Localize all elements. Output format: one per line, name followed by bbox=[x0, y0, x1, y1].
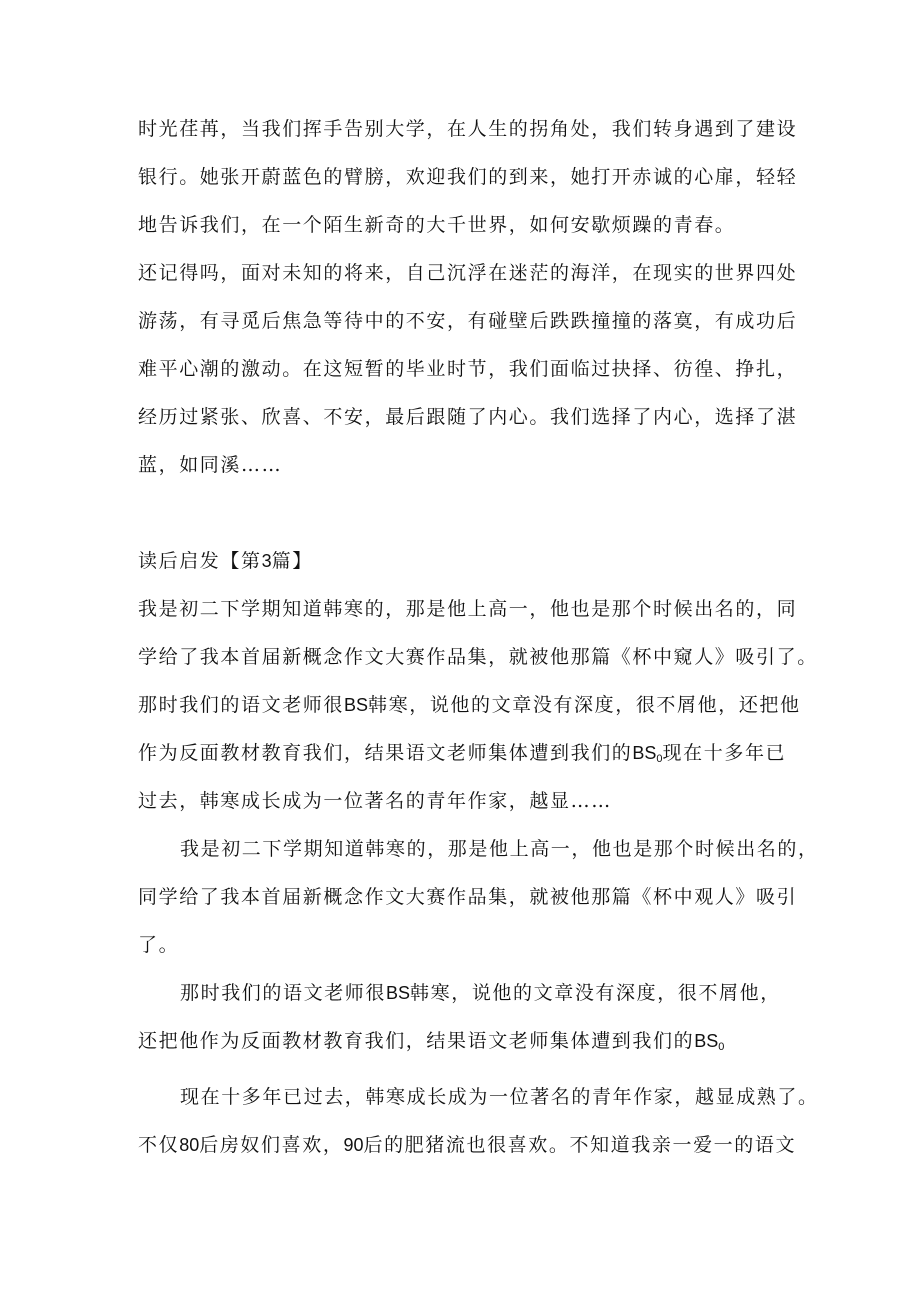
section-heading-prefix: 读后启发【第 bbox=[138, 550, 262, 572]
p2-line-2-subscript: 0 bbox=[718, 1041, 725, 1053]
summary-line-1: 我是初二下学期知道韩寒的，那是他上高一，他也是那个时候出名的，同 bbox=[138, 598, 798, 620]
summary-line-3 bbox=[138, 693, 801, 717]
p3-line-2-number-80: 80 bbox=[179, 1135, 200, 1155]
p2-line-1-end: 韩寒，说他的文章没有深度，很不屑他， bbox=[410, 982, 781, 1004]
p2-line-2-bs: BS bbox=[694, 1031, 719, 1051]
intro-line-4: 还记得吗，面对未知的将来，自己沉浮在迷茫的海洋，在现实的世界四处 bbox=[138, 262, 798, 284]
summary-line-3-bs: BS bbox=[344, 695, 369, 715]
summary-line-4-start: 作为反面教材教育我们，结果语文老师集体遭到我们的 bbox=[138, 742, 633, 764]
p2-line-1-start: 那时我们的语文老师很 bbox=[180, 982, 387, 1004]
intro-line-2: 银行。她张开蔚蓝色的臂膀，欢迎我们的到来，她打开赤诚的心扉，轻轻 bbox=[138, 166, 798, 188]
summary-line-3-end: 韩寒，说他的文章没有深度，很不屑他，还把他 bbox=[368, 694, 801, 716]
summary-line-4-subscript: 0 bbox=[656, 753, 663, 765]
section-heading-suffix: 篇】 bbox=[271, 550, 313, 572]
intro-line-8: 蓝，如同溪…… bbox=[138, 454, 283, 476]
summary-line-4 bbox=[138, 741, 786, 771]
summary-line-2: 学给了我本首届新概念作文大赛作品集，就被他那篇《杯中窥人》吸引了。 bbox=[138, 646, 818, 668]
p2-line-1 bbox=[180, 981, 781, 1005]
p2-line-1-bs: BS bbox=[386, 983, 411, 1003]
p3-line-2-number-90: 90 bbox=[343, 1135, 364, 1155]
p3-line-2-middle: 后房奴们喜欢， bbox=[199, 1134, 344, 1156]
p2-line-2-start: 还把他作为反面教材教育我们，结果语文老师集体遭到我们的 bbox=[138, 1030, 695, 1052]
p2-line-2 bbox=[138, 1029, 724, 1059]
summary-line-3-start: 那时我们的语文老师很 bbox=[138, 694, 345, 716]
intro-line-5: 游荡，有寻觅后焦急等待中的不安，有碰壁后跌跌撞撞的落寞，有成功后 bbox=[138, 310, 798, 332]
summary-line-4-end: 现在十多年已 bbox=[662, 742, 787, 764]
p3-line-2-end: 后的肥猪流也很喜欢。不知道我亲一爱一的语文 bbox=[363, 1134, 797, 1156]
p1-line-1: 我是初二下学期知道韩寒的，那是他上高一，他也是那个时候出名的， bbox=[180, 838, 819, 860]
section-heading bbox=[138, 549, 313, 573]
p1-line-2: 同学给了我本首届新概念作文大赛作品集，就被他那篇《杯中观人》吸引 bbox=[138, 886, 798, 908]
section-heading-number: 3 bbox=[261, 551, 272, 571]
p3-line-2-start: 不仅 bbox=[138, 1134, 180, 1156]
p1-line-3: 了。 bbox=[138, 934, 180, 956]
intro-line-6: 难平心潮的激动。在这短暂的毕业时节，我们面临过抉择、彷徨、挣扎， bbox=[138, 358, 798, 380]
summary-line-4-bs: BS bbox=[632, 743, 657, 763]
intro-line-3: 地告诉我们，在一个陌生新奇的大千世界，如何安歇烦躁的青春。 bbox=[138, 214, 736, 236]
p3-line-2 bbox=[138, 1133, 796, 1157]
summary-line-5: 过去，韩寒成长成为一位著名的青年作家，越显…… bbox=[138, 790, 612, 812]
p3-line-1: 现在十多年已过去，韩寒成长成为一位著名的青年作家，越显成熟了。 bbox=[180, 1086, 819, 1108]
intro-line-7: 经历过紧张、欣喜、不安，最后跟随了内心。我们选择了内心，选择了湛 bbox=[138, 406, 798, 428]
intro-line-1: 时光荏苒，当我们挥手告别大学，在人生的拐角处，我们转身遇到了建设 bbox=[138, 118, 798, 140]
